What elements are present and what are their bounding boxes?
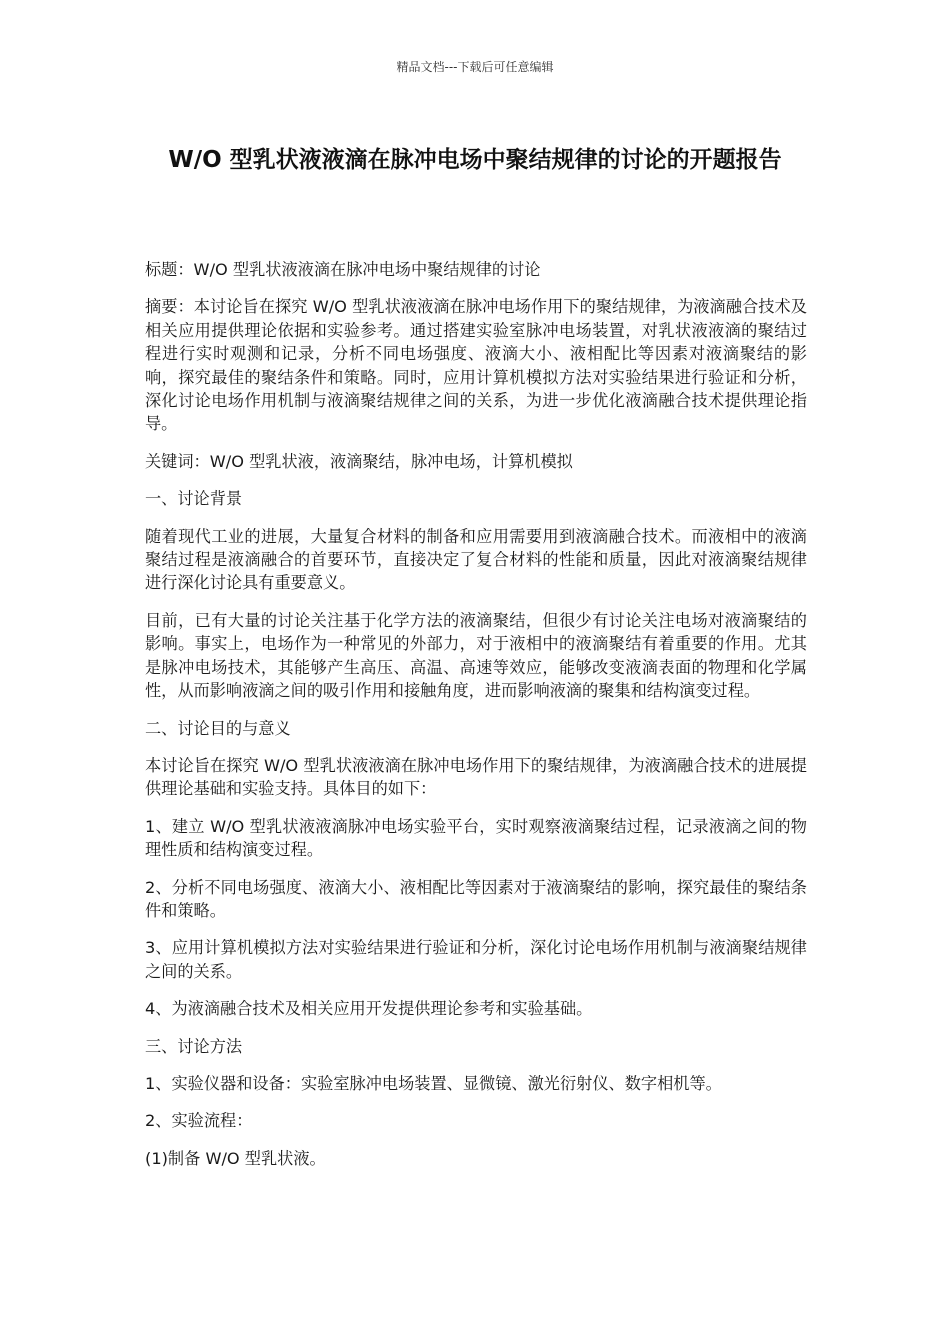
background-paragraph-2: 目前，已有大量的讨论关注基于化学方法的液滴聚结，但很少有讨论关注电场对液滴聚结的影响。事实上，电场作为一种常见的外部力，对于液相中的液滴聚结有着重要的作用。尤其是脉冲电场技术，其能够产生高压、高温、高速等效应，能够改变液滴表面的物理和化学属性，从而影响液滴之间的吸引作用和接触角度，进而影响液滴的聚集和结构演变过程。 — [145, 610, 807, 701]
methods-item-1: 1、实验仪器和设备：实验室脉冲电场装置、显微镜、激光衍射仪、数字相机等。 — [145, 1073, 722, 1093]
title-line: 标题：W/O 型乳状液液滴在脉冲电场中聚结规律的讨论 — [145, 260, 541, 279]
document-body — [145, 258, 807, 1184]
methods-step-1: (1)制备 W/O 型乳状液。 — [145, 1148, 326, 1168]
background-paragraph-1: 随着现代工业的进展，大量复合材料的制备和应用需要用到液滴融合技术。而液相中的液滴聚结过程是液滴融合的首要环节，直接决定了复合材料的性能和质量，因此对液滴聚结规律进行深化讨论具有重要意义。 — [145, 526, 807, 593]
section-heading-methods: 三、讨论方法 — [145, 1036, 243, 1056]
purpose-item-2: 2、分析不同电场强度、液滴大小、液相配比等因素对于液滴聚结的影响，探究最佳的聚结条件和策略。 — [145, 877, 807, 920]
section-heading-purpose: 二、讨论目的与意义 — [145, 718, 291, 738]
purpose-intro-paragraph: 本讨论旨在探究 W/O 型乳状液液滴在脉冲电场作用下的聚结规律，为液滴融合技术的进展提供理论基础和实验支持。具体目的如下： — [145, 755, 807, 799]
page-header-note: 精品文档---下载后可任意编辑 — [396, 60, 554, 74]
section-heading-background: 一、讨论背景 — [145, 489, 243, 509]
document-title: W/O 型乳状液液滴在脉冲电场中聚结规律的讨论的开题报告 — [168, 147, 782, 173]
abstract-paragraph: 摘要：本讨论旨在探究 W/O 型乳状液液滴在脉冲电场作用下的聚结规律，为液滴融合技术及相关应用提供理论依据和实验参考。通过搭建实验室脉冲电场装置，对乳状液液滴的聚结过程进行实时观测和记录，分析不同电场强度、液滴大小、液相配比等因素对液滴聚结的影响，探究最佳的聚结条件和策略。同时，应用计算机模拟方法对实验结果进行验证和分析，深化讨论电场作用机制与液滴聚结规律之间的关系，为进一步优化液滴融合技术提供理论指导。 — [145, 297, 807, 434]
purpose-item-3: 3、应用计算机模拟方法对实验结果进行验证和分析，深化讨论电场作用机制与液滴聚结规律之间的关系。 — [145, 938, 807, 981]
keywords-line: 关键词：W/O 型乳状液，液滴聚结，脉冲电场，计算机模拟 — [145, 451, 573, 471]
purpose-item-1: 1、建立 W/O 型乳状液液滴脉冲电场实验平台，实时观察液滴聚结过程，记录液滴之间的物理性质和结构演变过程。 — [145, 816, 807, 860]
methods-item-2: 2、实验流程： — [145, 1111, 253, 1131]
purpose-item-4: 4、为液滴融合技术及相关应用开发提供理论参考和实验基础。 — [145, 999, 593, 1019]
